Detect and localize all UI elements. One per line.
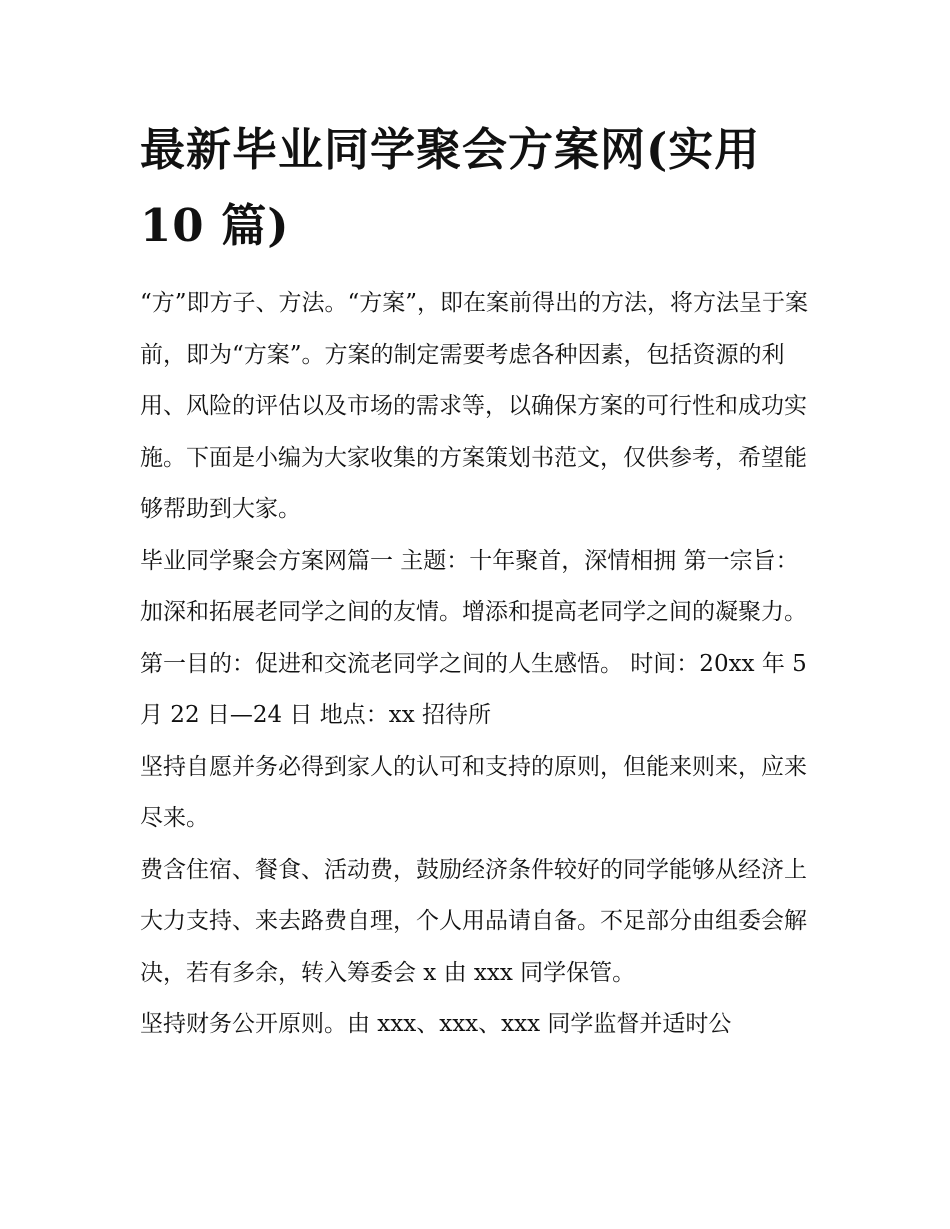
paragraph-purpose-time-place: 第一目的：促进和交流老同学之间的人生感悟。 时间：20xx 年 5 月 22 日—24 日 地点：xx 招待所 xyxy=(140,650,807,728)
paragraph-principle: 坚持自愿并务必得到家人的认可和支持的原则，但能来则来，应来尽来。 xyxy=(140,753,807,831)
paragraph-finance: 坚持财务公开原则。由 xxx、xxx、xxx 同学监督并适时公 xyxy=(140,1011,732,1037)
paragraph-intro: “方”即方子、方法。“方案”，即在案前得出的方法，将方法呈于案前，即为“方案”。方案的制定需要考虑各种因素，包括资源的利用、风险的评估以及市场的需求等，以确保方案的可行性和成功实施。下面是小编为大家收集的方案策划书范文，仅供参考，希望能够帮助到大家。 xyxy=(140,290,809,522)
document-page xyxy=(140,112,812,1051)
paragraph-theme: 毕业同学聚会方案网篇一 主题：十年聚首，深情相拥 第一宗旨：加深和拓展老同学之间的友情。增添和提高老同学之间的凝聚力。 xyxy=(140,547,807,625)
paragraph-fees: 费含住宿、餐食、活动费，鼓励经济条件较好的同学能够从经济上大力支持、来去路费自理，个人用品请自备。不足部分由组委会解决，若有多余，转入筹委会 x 由 xxx 同学保管。 xyxy=(140,856,807,986)
document-body xyxy=(140,278,812,1051)
document-title: 最新毕业同学聚会方案网(实用 10 篇) xyxy=(140,123,761,252)
